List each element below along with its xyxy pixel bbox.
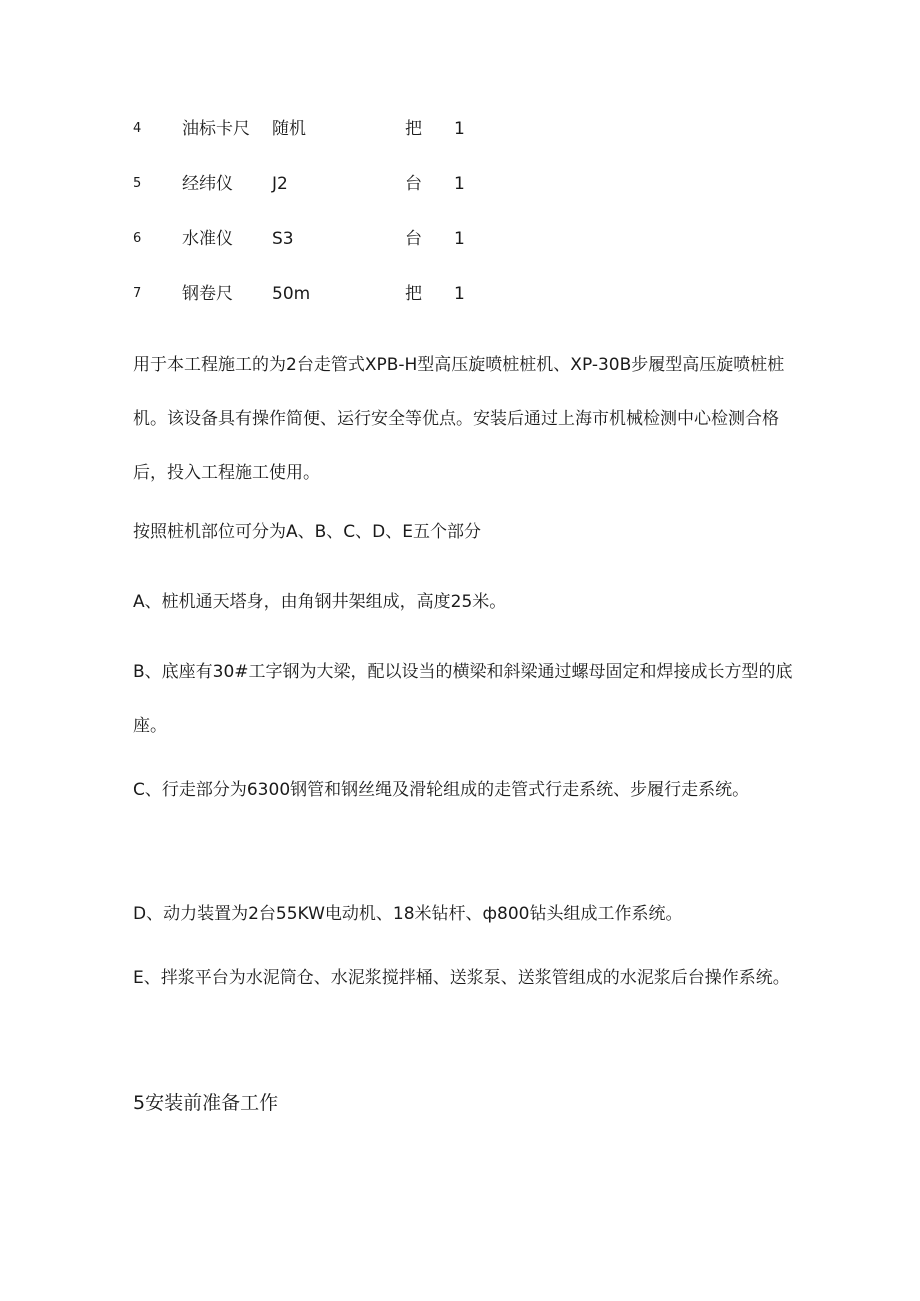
equipment-qty: 1 [454,119,465,139]
parts-intro-paragraph: 按照桩机部位可分为A、B、C、D、E五个部分 [133,522,481,542]
equipment-spec: S3 [272,229,294,249]
equipment-qty: 1 [454,229,465,249]
equipment-qty: 1 [454,174,465,194]
equipment-name: 油标卡尺 [182,119,250,139]
equipment-unit: 把 [405,284,422,304]
part-a-paragraph: A、桩机通天塔身，由角钢井架组成，高度25米。 [133,592,507,612]
equipment-unit: 台 [405,174,422,194]
equipment-row [0,224,920,254]
equipment-name: 钢卷尺 [182,284,233,304]
row-number: 5 [133,176,142,191]
equipment-name: 经纬仪 [182,174,233,194]
equipment-row [0,114,920,144]
equipment-name: 水准仪 [182,229,233,249]
row-number: 6 [133,231,142,246]
equipment-spec: 50m [272,284,311,304]
part-b-paragraph: B、底座有30#工字钢为大梁，配以设当的横梁和斜梁通过螺母固定和焊接成长方型的底座。 [133,662,793,736]
equipment-spec: 随机 [272,119,306,139]
row-number: 7 [133,286,142,301]
part-e-paragraph: E、拌浆平台为水泥筒仓、水泥浆搅拌桶、送浆泵、送浆管组成的水泥浆后台操作系统。 [133,968,790,988]
section-heading: 5安装前准备工作 [133,1092,279,1114]
equipment-unit: 台 [405,229,422,249]
equipment-unit: 把 [405,119,422,139]
equipment-row [0,279,920,309]
part-d-paragraph: D、动力装置为2台55KW电动机、18米钻杆、ф800钻头组成工作系统。 [133,904,683,924]
intro-paragraph: 用于本工程施工的为2台走管式XPB-H型高压旋喷桩桩机、XP-30B步履型高压旋喷桩桩机。该设备具有操作简便、运行安全等优点。安装后通过上海市机械检测中心检测合格后，投入工程施工使用。 [133,355,785,483]
row-number: 4 [133,121,142,136]
part-c-paragraph: C、行走部分为6300钢管和钢丝绳及滑轮组成的走管式行走系统、步履行走系统。 [133,780,750,800]
equipment-spec: J2 [272,174,288,194]
equipment-row [0,169,920,199]
equipment-qty: 1 [454,284,465,304]
